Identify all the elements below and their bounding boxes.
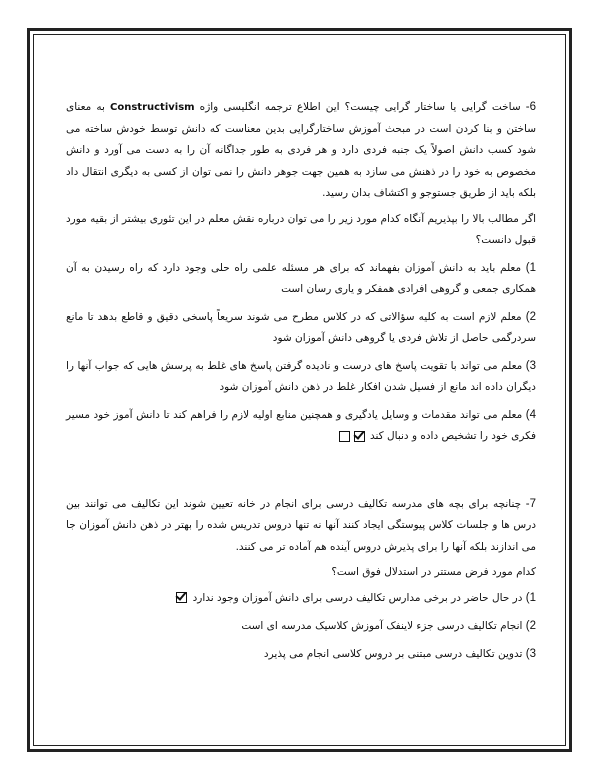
option-text: معلم می تواند مقدمات و وسایل یادگیری و همچنین منابع اولیه لازم را فراهم کند تا دانش آموز خود مسیر فکری خود را تشخیص داده و دنبال کند (66, 408, 536, 442)
question-6-number: 6- (525, 101, 536, 113)
option-number: 2) (525, 619, 536, 632)
option-number: 3) (525, 359, 536, 372)
question-6-option-2[interactable] (66, 307, 536, 350)
question-7-passage (66, 494, 536, 559)
option-text: معلم لازم است به کلیه سؤالاتی که در کلاس مطرح می شوند سریعاً پاسخی دقیق و قاطع بدهد تا مانع سردرگمی حاصل از تلاش فردی یا گروهی دانش آموزان شود (66, 310, 536, 344)
question-6-text-post: به معنای ساختن و بنا کردن است در مبحث آموزش ساختارگرایی بدین معناست که دانش توسط خودش ساخته می شود کسب دانش اصولاً یک جنبه فردی دارد و هر فردی به طور جداگانه آن را به دست می آورد و دانش مخصوص به خود را در ذهنش می سازد به همین جهت جوهر دانش را نمی توان از کسی به دیگری انتقال داد بلکه باید از طریق جستوجو و اکتشاف بدان رسید. (66, 101, 536, 199)
option-number: 3) (525, 647, 536, 660)
option-number: 1) (525, 591, 536, 604)
option-number: 1) (525, 261, 536, 274)
question-7-stem: کدام مورد فرض مستتر در استدلال فوق است؟ (331, 566, 536, 578)
checked-checkbox-icon[interactable] (354, 431, 365, 442)
question-7-number: 7- (525, 497, 536, 510)
option-text: معلم باید به دانش آموزان بفهماند که برای هر مسئله علمی راه حلی وجود دارد که راه رسیدن به آن همکاری جمعی و گروهی افرادی همفکر و یاری رسان است (66, 261, 536, 295)
question-7-text: چنانچه برای بچه های مدرسه تکالیف درسی برای انجام در خانه تعیین شوند این تکالیف می توانند بین درس ها و جلسات کلاس پیوستگی ایجاد کنند آنها نه تنها دروس تدریس شده را بهتر در ذهن دانش آموزان جا می اندازند بلکه آنها را برای پذیرش دروس آینده هم آماده تر می کنند. (66, 497, 536, 553)
option-text: انجام تکالیف درسی جزء لاینفک آموزش کلاسیک مدرسه ای است (241, 619, 526, 632)
option-text: تدوین تکالیف درسی مبتنی بر دروس کلاسی انجام می پذیرد (263, 647, 526, 660)
question-6-text-pre: ساخت گرایی یا ساختار گرایی چیست؟ این اطلاع ترجمه انگلیسی واژه (194, 101, 526, 113)
question-6-stem: اگر مطالب بالا را بپذیریم آنگاه کدام مورد زیر را می توان درباره نقش معلم در این تئوری بیشتر از بقیه مورد قبول دانست؟ (66, 212, 536, 246)
question-7-option-3[interactable] (66, 644, 536, 664)
checked-checkbox-icon[interactable] (176, 592, 187, 603)
question-6-option-1[interactable] (66, 258, 536, 301)
empty-checkbox-icon[interactable] (339, 431, 350, 442)
document-body (66, 97, 536, 672)
question-7-option-2[interactable] (66, 616, 536, 636)
option-number: 2) (525, 310, 536, 323)
option-number: 4) (525, 408, 536, 421)
constructivism-term: Constructivism (110, 102, 195, 113)
question-6-option-4[interactable] (66, 405, 536, 448)
question-7-option-1[interactable] (66, 588, 536, 608)
question-6-passage (66, 97, 536, 205)
question-6-option-3[interactable] (66, 356, 536, 399)
option-text: معلم می تواند با تقویت پاسخ های درست و نادیده گرفتن پاسخ های غلط به پرسش هایی که جواب آنها را دیگران داده اند مانع از فسیل شدن افکار غلط در ذهن دانش آموزان شود (66, 359, 536, 393)
option-text: در حال حاضر در برخی مدارس تکالیف درسی برای دانش آموزان وجود ندارد (192, 591, 526, 604)
